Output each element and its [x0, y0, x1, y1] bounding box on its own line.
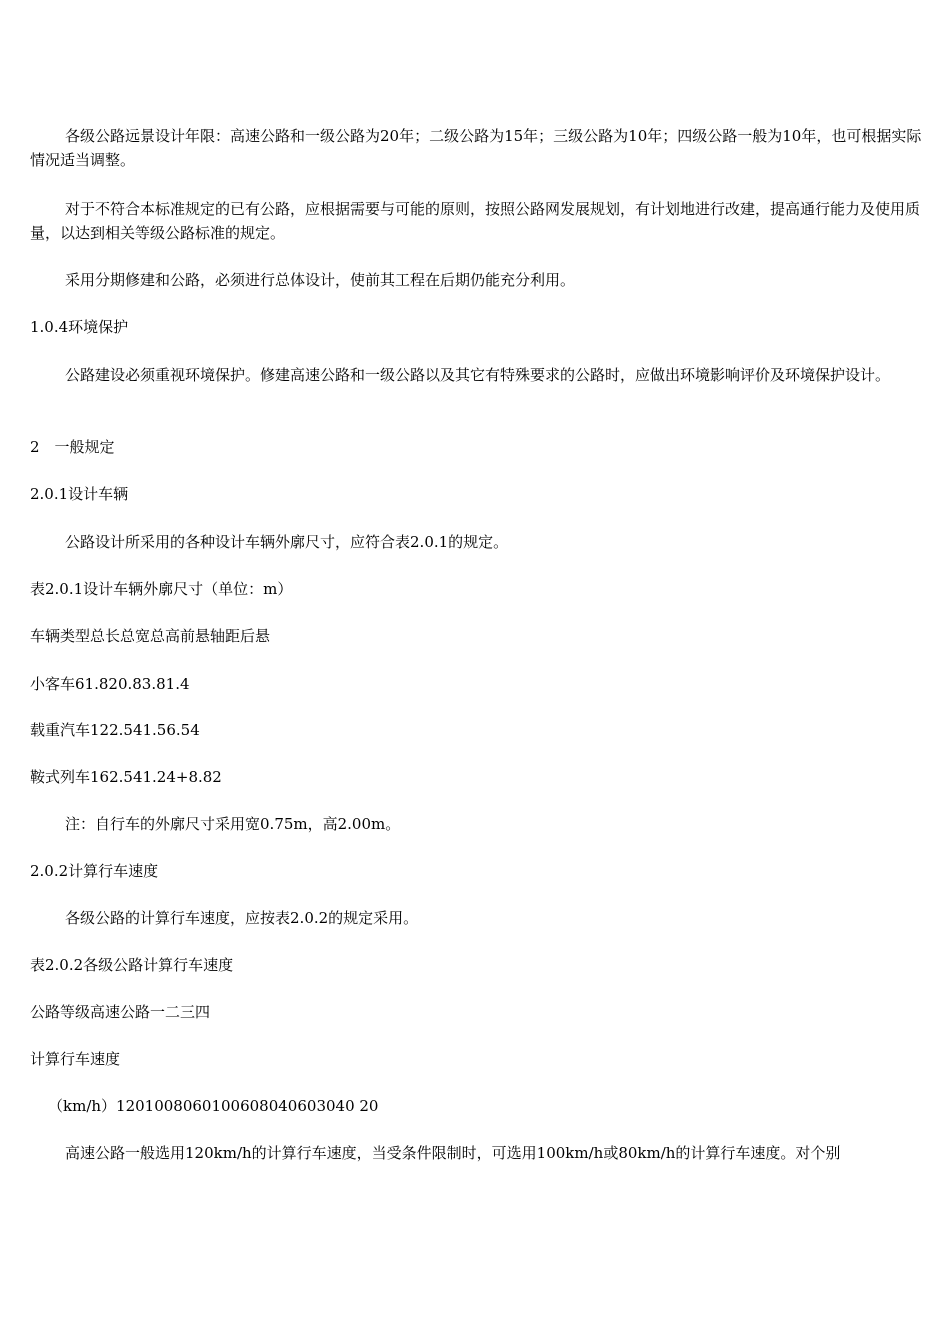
heading-2-0-2: 2.0.2计算行车速度 [30, 862, 159, 880]
heading-2-0-1: 2.0.1设计车辆 [30, 485, 129, 503]
heading-1-0-4: 1.0.4环境保护 [30, 318, 129, 336]
table-2-0-1-header: 车辆类型总长总宽总高前悬轴距后悬 [30, 627, 271, 645]
table-2-0-1-row-semitrailer: 鞍式列车162.541.24+8.82 [30, 768, 222, 786]
paragraph-design-period: 各级公路远景设计年限：高速公路和一级公路为20年；二级公路为15年；三级公路为10年；四级公路一般为10年，也可根据实际情况适当调整。 [30, 127, 922, 169]
paragraph-expressway-speed: 高速公路一般选用120km/h的计算行车速度，当受条件限制时，可选用100km/h或80km/h的计算行车速度。对个别 [65, 1144, 841, 1162]
paragraph-environment: 公路建设必须重视环境保护。修建高速公路和一级公路以及其它有特殊要求的公路时，应做出环境影响评价及环境保护设计。 [65, 366, 891, 384]
heading-2: 2 一般规定 [30, 438, 115, 456]
table-2-0-2-title: 表2.0.2各级公路计算行车速度 [30, 956, 234, 974]
table-2-0-2-row-label: 计算行车速度 [30, 1050, 121, 1068]
paragraph-design-speed: 各级公路的计算行车速度，应按表2.0.2的规定采用。 [65, 909, 419, 927]
table-2-0-1-row-car: 小客车61.820.83.81.4 [30, 675, 190, 693]
paragraph-staged-construction: 采用分期修建和公路，必须进行总体设计，使前其工程在后期仍能充分利用。 [65, 271, 576, 289]
table-2-0-2-row-values: （km/h）1201008060100608040603040 20 [48, 1097, 379, 1115]
table-2-0-1-title: 表2.0.1设计车辆外廓尺寸（单位：m） [30, 580, 293, 598]
paragraph-design-vehicles: 公路设计所采用的各种设计车辆外廓尺寸，应符合表2.0.1的规定。 [65, 533, 509, 551]
paragraph-existing-roads: 对于不符合本标准规定的已有公路，应根据需要与可能的原则，按照公路网发展规划，有计划地进行改建，提高通行能力及使用质量，以达到相关等级公路标准的规定。 [30, 200, 921, 242]
document-page [30, 0, 935, 1344]
table-2-0-1-row-truck: 载重汽车122.541.56.54 [30, 721, 200, 739]
table-2-0-1-note: 注：自行车的外廓尺寸采用宽0.75m，高2.00m。 [65, 815, 401, 833]
table-2-0-2-header: 公路等级高速公路一二三四 [30, 1003, 211, 1021]
